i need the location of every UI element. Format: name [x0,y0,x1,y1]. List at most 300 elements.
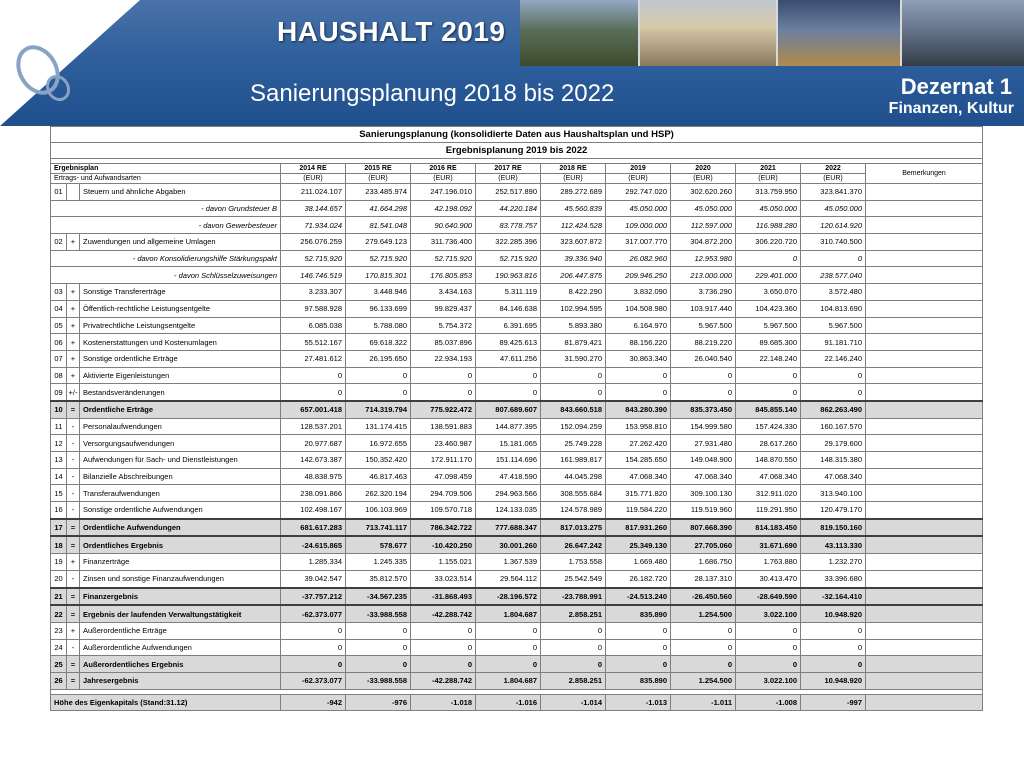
row-operator: - [67,452,80,469]
value-cell: 0 [606,367,671,384]
value-cell: 151.114.696 [476,452,541,469]
value-cell: 862.263.490 [801,401,866,418]
value-cell: -28.649.590 [736,588,801,606]
value-cell: -37.757.212 [281,588,346,606]
value-cell: 1.804.687 [476,672,541,689]
header-unit: (EUR) [476,174,541,184]
row-label: Ordentliches Ergebnis [80,536,281,553]
value-cell: 3.736.290 [671,284,736,301]
department-title: Dezernat 1 [900,74,1012,99]
value-cell: 39.336.940 [541,250,606,267]
value-cell: 45.050.000 [606,200,671,217]
value-cell: 681.617.283 [281,519,346,537]
value-cell: 97.588.928 [281,300,346,317]
department-subtitle: Finanzen, Kultur [888,100,1014,117]
row-operator: + [67,554,80,571]
equity-value: -1.016 [476,694,541,711]
value-cell: -28.196.572 [476,588,541,606]
value-cell: 0 [801,384,866,401]
remarks-cell [866,200,983,217]
value-cell: 102.498.167 [281,502,346,519]
value-cell: 48.838.975 [281,468,346,485]
value-cell: 190.963.816 [476,267,541,284]
value-cell: 91.181.710 [801,334,866,351]
value-cell: 0 [281,622,346,639]
value-cell: 47.068.340 [801,468,866,485]
value-cell: 81.879.421 [541,334,606,351]
value-cell: 41.664.298 [346,200,411,217]
value-cell: 238.577.040 [801,267,866,284]
value-cell: 323.607.872 [541,234,606,251]
value-cell: -10.420.250 [411,536,476,553]
row-label: Steuern und ähnliche Abgaben [80,184,281,201]
row-label: Sonstige ordentliche Aufwendungen [80,502,281,519]
value-cell: 0 [801,250,866,267]
value-cell: 0 [476,656,541,673]
value-cell: 229.401.000 [736,267,801,284]
value-cell: 0 [736,250,801,267]
value-cell: 31.671.690 [736,536,801,553]
value-cell: 104.813.690 [801,300,866,317]
row-label: Aktivierte Eigenleistungen [80,367,281,384]
row-operator: +/- [67,384,80,401]
value-cell: 154.285.650 [606,452,671,469]
value-cell: 206.447.875 [541,267,606,284]
city-logo-icon [12,38,80,108]
value-cell: 0 [541,639,606,656]
table-row [51,435,983,452]
row-label: Personalaufwendungen [80,418,281,435]
header-year: 2016 RE [411,164,476,174]
row-number: 17 [51,519,67,537]
table-row [51,217,983,234]
value-cell: 119.291.950 [736,502,801,519]
value-cell: 3.434.163 [411,284,476,301]
value-cell: 0 [736,622,801,639]
value-cell: 0 [541,367,606,384]
value-cell: 0 [281,367,346,384]
value-cell: 1.804.687 [476,605,541,622]
row-operator: - [67,502,80,519]
value-cell: 170.815.301 [346,267,411,284]
value-cell: 304.872.200 [671,234,736,251]
table-row [51,234,983,251]
value-cell: 256.076.259 [281,234,346,251]
equity-label: Höhe des Eigenkapitals (Stand:31.12) [51,694,281,711]
row-operator: + [67,300,80,317]
value-cell: 0 [346,639,411,656]
remarks-cell [866,217,983,234]
row-label: - davon Konsolidierungshilfe Stärkungspakt [51,250,281,267]
value-cell: 289.272.689 [541,184,606,201]
header-ertragsarten: Ertrags- und Aufwandsarten [51,174,281,184]
row-label: Finanzergebnis [80,588,281,606]
value-cell: 310.740.500 [801,234,866,251]
value-cell: 0 [736,639,801,656]
row-operator: + [67,284,80,301]
value-cell: 1.232.270 [801,554,866,571]
row-label: Außerordentliche Erträge [80,622,281,639]
value-cell: 0 [801,367,866,384]
header-photo-strip [520,0,1024,66]
value-cell: 26.647.242 [541,536,606,553]
value-cell: 3.572.480 [801,284,866,301]
value-cell: 35.812.570 [346,570,411,587]
value-cell: 16.972.655 [346,435,411,452]
value-cell: 247.196.010 [411,184,476,201]
row-label: Zinsen und sonstige Finanzaufwendungen [80,570,281,587]
header-year: 2018 RE [541,164,606,174]
value-cell: 209.946.250 [606,267,671,284]
row-label: Versorgungsaufwendungen [80,435,281,452]
header-year: 2015 RE [346,164,411,174]
value-cell: 294.963.566 [476,485,541,502]
value-cell: 172.911.170 [411,452,476,469]
value-cell: 47.068.340 [606,468,671,485]
value-cell: 26.182.720 [606,570,671,587]
value-cell: 52.715.920 [346,250,411,267]
value-cell: 31.590.270 [541,350,606,367]
value-cell: 25.749.228 [541,435,606,452]
value-cell: 1.763.880 [736,554,801,571]
row-number: 22 [51,605,67,622]
value-cell: 106.103.969 [346,502,411,519]
value-cell: 84.146.638 [476,300,541,317]
value-cell: 89.685.300 [736,334,801,351]
value-cell: 47.068.340 [736,468,801,485]
row-number: 04 [51,300,67,317]
table-row [51,418,983,435]
value-cell: 1.155.021 [411,554,476,571]
table-row [51,350,983,367]
value-cell: 3.022.100 [736,605,801,622]
row-operator: + [67,317,80,334]
value-cell: 104.508.980 [606,300,671,317]
value-cell: 146.746.519 [281,267,346,284]
row-operator: - [67,418,80,435]
value-cell: 0 [411,639,476,656]
value-cell: 52.715.920 [281,250,346,267]
value-cell: 0 [606,656,671,673]
table-row [51,200,983,217]
value-cell: 1.254.500 [671,605,736,622]
value-cell: 44.220.184 [476,200,541,217]
value-cell: 39.042.547 [281,570,346,587]
row-operator: = [67,672,80,689]
budget-table-container [50,126,972,740]
value-cell: 835.373.450 [671,401,736,418]
row-label: Kostenerstattungen und Kostenumlagen [80,334,281,351]
row-label: Sonstige Transfererträge [80,284,281,301]
equity-value: -1.008 [736,694,801,711]
row-operator: - [67,435,80,452]
value-cell: 1.285.334 [281,554,346,571]
remarks-cell [866,267,983,284]
value-cell: 30.001.260 [476,536,541,553]
value-cell: 150.352.420 [346,452,411,469]
value-cell: -34.567.235 [346,588,411,606]
remarks-cell [866,536,983,553]
row-number: 10 [51,401,67,418]
table-row [51,384,983,401]
value-cell: 119.584.220 [606,502,671,519]
value-cell: 124.133.035 [476,502,541,519]
value-cell: 26.195.650 [346,350,411,367]
value-cell: 819.150.160 [801,519,866,537]
value-cell: -32.164.410 [801,588,866,606]
value-cell: 120.479.170 [801,502,866,519]
photo-garden [520,0,640,66]
value-cell: 6.391.695 [476,317,541,334]
remarks-cell [866,656,983,673]
value-cell: 814.183.450 [736,519,801,537]
row-label: Bestandsveränderungen [80,384,281,401]
row-number: 16 [51,502,67,519]
value-cell: 0 [541,656,606,673]
value-cell: 313.940.100 [801,485,866,502]
value-cell: 302.620.260 [671,184,736,201]
value-cell: 312.911.020 [736,485,801,502]
value-cell: 786.342.722 [411,519,476,537]
table-row [51,605,983,622]
row-label: Ordentliche Aufwendungen [80,519,281,537]
value-cell: 843.280.390 [606,401,671,418]
value-cell: 22.934.193 [411,350,476,367]
remarks-cell [866,418,983,435]
equity-value: -942 [281,694,346,711]
value-cell: 0 [606,639,671,656]
header-unit: (EUR) [281,174,346,184]
value-cell: 38.144.657 [281,200,346,217]
value-cell: 138.591.883 [411,418,476,435]
value-cell: 5.967.500 [801,317,866,334]
value-cell: 33.396.680 [801,570,866,587]
value-cell: 102.994.595 [541,300,606,317]
value-cell: 45.050.000 [671,200,736,217]
row-number: 08 [51,367,67,384]
remarks-cell [866,468,983,485]
table-row [51,367,983,384]
table-row [51,284,983,301]
value-cell: 0 [346,367,411,384]
value-cell: 213.000.000 [671,267,736,284]
value-cell: 10.948.920 [801,605,866,622]
value-cell: 47.611.256 [476,350,541,367]
row-operator: - [67,485,80,502]
value-cell: 0 [606,622,671,639]
value-cell: 835.890 [606,605,671,622]
table-row [51,502,983,519]
equity-value: -976 [346,694,411,711]
value-cell: 775.922.472 [411,401,476,418]
value-cell: -42.288.742 [411,605,476,622]
remarks-cell [866,250,983,267]
value-cell: 294.709.506 [411,485,476,502]
value-cell: 279.649.123 [346,234,411,251]
value-cell: -33.988.558 [346,605,411,622]
value-cell: 6.164.970 [606,317,671,334]
value-cell: 160.167.570 [801,418,866,435]
remarks-cell [866,350,983,367]
value-cell: -62.373.077 [281,672,346,689]
value-cell: 22.146.240 [801,350,866,367]
value-cell: 0 [736,367,801,384]
value-cell: 90.640.900 [411,217,476,234]
value-cell: 315.771.820 [606,485,671,502]
value-cell: 5.893.380 [541,317,606,334]
value-cell: 20.977.687 [281,435,346,452]
value-cell: 142.673.387 [281,452,346,469]
value-cell: -24.513.240 [606,588,671,606]
equity-value: -997 [801,694,866,711]
value-cell: 44.045.298 [541,468,606,485]
value-cell: 5.754.372 [411,317,476,334]
value-cell: 153.958.810 [606,418,671,435]
table-title: Sanierungsplanung (konsolidierte Daten aus Haushaltsplan und HSP) [51,127,983,143]
equity-value: -1.018 [411,694,476,711]
value-cell: 29.179.600 [801,435,866,452]
value-cell: 103.917.440 [671,300,736,317]
row-number: 21 [51,588,67,606]
value-cell: 817.931.260 [606,519,671,537]
value-cell: 10.948.920 [801,672,866,689]
value-cell: 2.858.251 [541,605,606,622]
row-label: Außerordentliche Aufwendungen [80,639,281,656]
table-subtitle: Ergebnisplanung 2019 bis 2022 [51,143,983,159]
row-operator: - [67,570,80,587]
value-cell: 89.425.613 [476,334,541,351]
equity-value: -1.013 [606,694,671,711]
remarks-cell [866,384,983,401]
table-row [51,300,983,317]
value-cell: 109.570.718 [411,502,476,519]
table-row [51,452,983,469]
remarks-cell [866,570,983,587]
row-operator: = [67,536,80,553]
value-cell: 3.650.070 [736,284,801,301]
value-cell: 0 [476,384,541,401]
value-cell: 0 [736,384,801,401]
table-row [51,519,983,537]
value-cell: 0 [801,639,866,656]
value-cell: 0 [346,622,411,639]
remarks-cell [866,300,983,317]
table-row [51,639,983,656]
row-number: 14 [51,468,67,485]
value-cell: 120.614.920 [801,217,866,234]
row-label: Ergebnis der laufenden Verwaltungstätigkeit [80,605,281,622]
value-cell: 81.541.048 [346,217,411,234]
value-cell: -33.988.558 [346,672,411,689]
value-cell: 47.098.459 [411,468,476,485]
value-cell: 112.424.528 [541,217,606,234]
remarks-cell [866,554,983,571]
value-cell: 5.967.500 [671,317,736,334]
value-cell: 116.988.280 [736,217,801,234]
value-cell: 0 [281,639,346,656]
row-number: 18 [51,536,67,553]
value-cell: 88.219.220 [671,334,736,351]
value-cell: 15.181.065 [476,435,541,452]
table-row [51,554,983,571]
value-cell: 12.953.980 [671,250,736,267]
row-operator: + [67,334,80,351]
row-label: Zuwendungen und allgemeine Umlagen [80,234,281,251]
value-cell: 29.564.112 [476,570,541,587]
remarks-cell [866,622,983,639]
value-cell: 152.094.259 [541,418,606,435]
value-cell: 2.858.251 [541,672,606,689]
value-cell: 161.989.817 [541,452,606,469]
row-number: 13 [51,452,67,469]
row-operator: = [67,519,80,537]
value-cell: 578.677 [346,536,411,553]
row-operator: = [67,401,80,418]
value-cell: 0 [606,384,671,401]
value-cell: 33.023.514 [411,570,476,587]
header-year: 2021 [736,164,801,174]
row-operator: = [67,588,80,606]
row-label: Sonstige ordentliche Erträge [80,350,281,367]
value-cell: 0 [476,367,541,384]
photo-building [640,0,778,66]
header-year: 2014 RE [281,164,346,174]
row-label: Jahresergebnis [80,672,281,689]
value-cell: 0 [281,656,346,673]
row-label: Transferaufwendungen [80,485,281,502]
table-row [51,317,983,334]
remarks-cell [866,485,983,502]
value-cell: 52.715.920 [411,250,476,267]
value-cell: 0 [671,367,736,384]
value-cell: 0 [281,384,346,401]
header-year: 2020 [671,164,736,174]
remarks-cell [866,452,983,469]
row-label: Aufwendungen für Sach- und Dienstleistungen [80,452,281,469]
value-cell: 0 [671,384,736,401]
remarks-cell [866,184,983,201]
value-cell: 149.048.900 [671,452,736,469]
value-cell: 3.233.307 [281,284,346,301]
value-cell: 6.085.038 [281,317,346,334]
value-cell: 1.753.558 [541,554,606,571]
row-number: 11 [51,418,67,435]
value-cell: 131.174.415 [346,418,411,435]
value-cell: 0 [801,622,866,639]
value-cell: 25.542.549 [541,570,606,587]
row-number: 06 [51,334,67,351]
header-unit: (EUR) [736,174,801,184]
value-cell: 27.705.060 [671,536,736,553]
value-cell: 1.669.480 [606,554,671,571]
value-cell: 8.422.290 [541,284,606,301]
header-unit: (EUR) [541,174,606,184]
row-operator: + [67,350,80,367]
value-cell: 807.689.607 [476,401,541,418]
row-operator: = [67,656,80,673]
header-unit: (EUR) [671,174,736,184]
value-cell: 46.817.463 [346,468,411,485]
table-row [51,622,983,639]
value-cell: 807.668.390 [671,519,736,537]
row-number: 12 [51,435,67,452]
value-cell: 292.747.020 [606,184,671,201]
value-cell: 1.245.335 [346,554,411,571]
value-cell: 3.448.946 [346,284,411,301]
value-cell: 238.091.866 [281,485,346,502]
value-cell: 5.967.500 [736,317,801,334]
row-number: 25 [51,656,67,673]
